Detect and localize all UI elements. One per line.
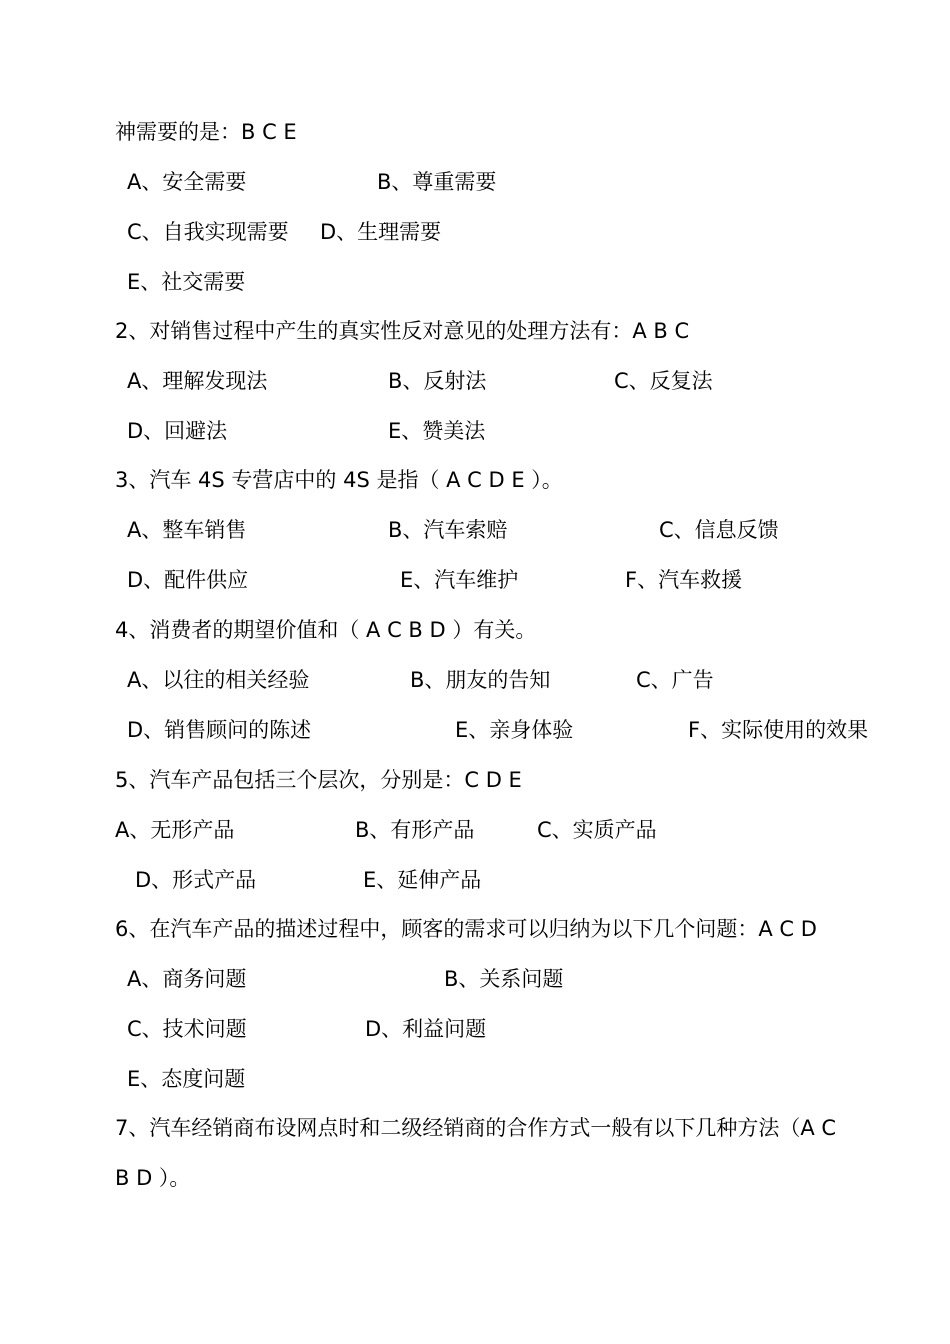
- q1-option-a: A、安全需要: [127, 170, 247, 194]
- q6-option-c: C、技术问题: [127, 1017, 247, 1041]
- q4-option-e: E、亲身体验: [455, 718, 574, 742]
- q6-option-a: A、商务问题: [127, 967, 247, 991]
- q5-option-a: A、无形产品: [115, 818, 235, 842]
- q2-option-a: A、理解发现法: [127, 369, 268, 393]
- q2-option-e: E、赞美法: [388, 419, 486, 443]
- q2-option-d: D、回避法: [127, 419, 228, 443]
- q3-option-c: C、信息反馈: [659, 518, 779, 542]
- q3-option-a: A、整车销售: [127, 518, 247, 542]
- q3-option-f: F、汽车救援: [625, 568, 743, 592]
- q5-stem: 5、汽车产品包括三个层次，分别是：C D E: [115, 768, 522, 792]
- q1-option-b: B、尊重需要: [377, 170, 497, 194]
- q7-stem-line2: B D ）。: [115, 1166, 191, 1190]
- q6-option-d: D、利益问题: [365, 1017, 487, 1041]
- q3-stem: 3、汽车 4S 专营店中的 4S 是指（ A C D E ）。: [115, 468, 563, 492]
- q4-option-f: F、实际使用的效果: [688, 718, 869, 742]
- q3-option-d: D、配件供应: [127, 568, 249, 592]
- q3-option-e: E、汽车维护: [400, 568, 519, 592]
- q4-option-a: A、以往的相关经验: [127, 668, 310, 692]
- q1-option-d: D、生理需要: [320, 220, 442, 244]
- q4-option-b: B、朋友的告知: [410, 668, 551, 692]
- q4-option-c: C、广告: [636, 668, 714, 692]
- q5-option-c: C、实质产品: [537, 818, 657, 842]
- q5-option-d: D、形式产品: [135, 868, 257, 892]
- q1-option-c: C、自我实现需要: [127, 220, 289, 244]
- q6-option-b: B、关系问题: [444, 967, 564, 991]
- q1-option-e: E、社交需要: [127, 270, 246, 294]
- q5-option-e: E、延伸产品: [363, 868, 482, 892]
- q2-option-b: B、反射法: [388, 369, 487, 393]
- q2-stem: 2、对销售过程中产生的真实性反对意见的处理方法有：A B C: [115, 319, 690, 343]
- q6-stem: 6、在汽车产品的描述过程中，顾客的需求可以归纳为以下几个问题：A C D: [115, 917, 817, 941]
- q2-option-c: C、反复法: [614, 369, 713, 393]
- q3-option-b: B、汽车索赔: [388, 518, 508, 542]
- q5-option-b: B、有形产品: [355, 818, 475, 842]
- q6-option-e: E、态度问题: [127, 1067, 246, 1091]
- q7-stem-line1: 7、汽车经销商布设网点时和二级经销商的合作方式一般有以下几种方法（A C: [115, 1116, 837, 1140]
- q1-stem-continuation: 神需要的是：B C E: [115, 120, 297, 144]
- q4-stem: 4、消费者的期望价值和（ A C B D ）有关。: [115, 618, 537, 642]
- q4-option-d: D、销售顾问的陈述: [127, 718, 312, 742]
